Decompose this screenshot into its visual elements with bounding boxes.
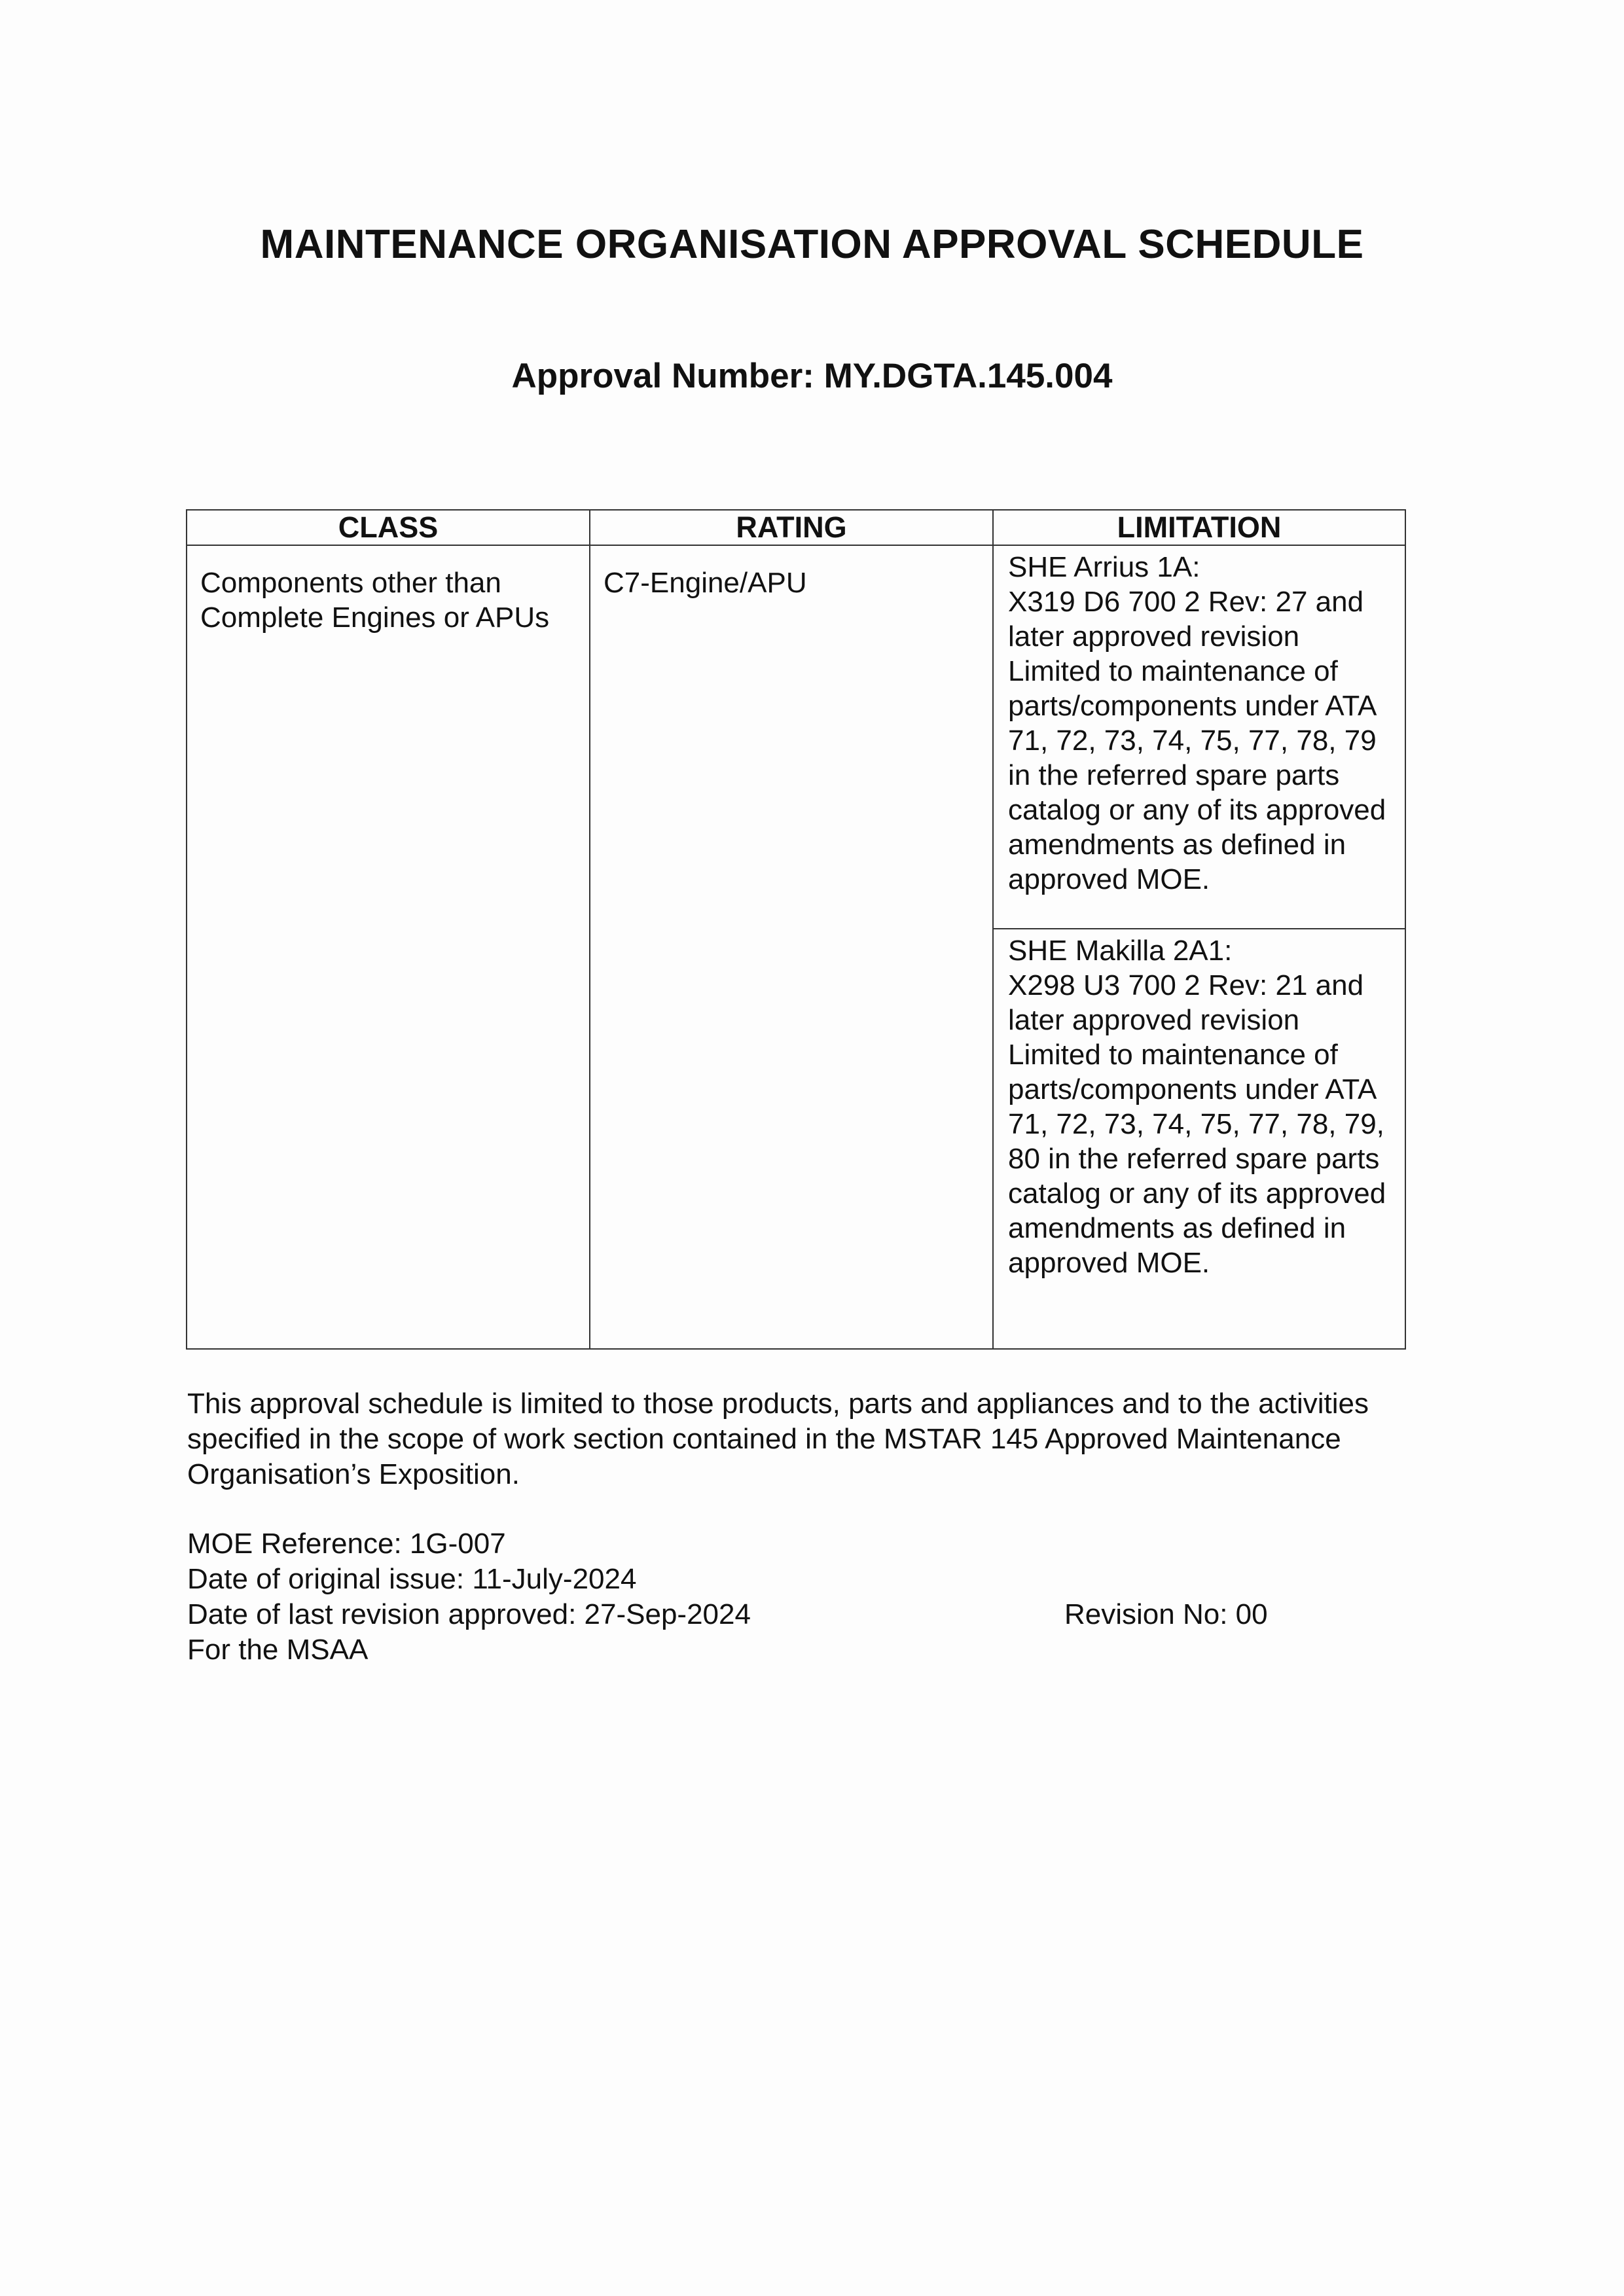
class-value: Components other than Complete Engines or APUs [200,567,550,634]
limitation-arrius-text: SHE Arrius 1A: X319 D6 700 2 Rev: 27 and later approved revision Limited to maintenance of parts/components under ATA 71, 72, 73, 74, 75, 77, 78, 79 in the referred spare parts catalog or any of its approved amendments as defined in approved MOE. [1008,551,1386,895]
column-header-rating: RATING [590,510,993,545]
approval-number: Approval Number: MY.DGTA.145.004 [511,357,1113,395]
table-row [187,545,1405,929]
limitation-makilla-text: SHE Makilla 2A1: X298 U3 700 2 Rev: 21 and later approved revision Limited to maintenance of parts/components under ATA 71, 72, 73, 74, 75, 77, 78, 79, 80 in the referred spare parts catalog or any of its approved amendments as defined in approved MOE. [1008,935,1386,1279]
last-revision-date: Date of last revision approved: 27-Sep-2024 [187,1598,751,1630]
rating-value: C7-Engine/APU [604,567,807,599]
original-issue-date: Date of original issue: 11-July-2024 [187,1563,637,1595]
approval-schedule-table [186,509,1406,1350]
moe-reference: MOE Reference: 1G-007 [187,1528,506,1560]
issuing-authority: For the MSAA [187,1634,369,1666]
document-title: MAINTENANCE ORGANISATION APPROVAL SCHEDULE [260,222,1364,267]
rating-cell [590,545,993,1349]
limitation-cell-arrius [993,545,1405,929]
class-cell [187,545,590,1349]
column-header-limitation: LIMITATION [993,510,1405,545]
column-header-class: CLASS [187,510,590,545]
scope-statement: This approval schedule is limited to those products, parts and appliances and to the activities specified in the scope of work section contained in the MSTAR 145 Approved Maintenance Organisation’s Exposition. [187,1388,1369,1490]
table-header-row [187,510,1405,545]
limitation-cell-makilla [993,929,1405,1349]
revision-number: Revision No: 00 [1064,1598,1268,1630]
